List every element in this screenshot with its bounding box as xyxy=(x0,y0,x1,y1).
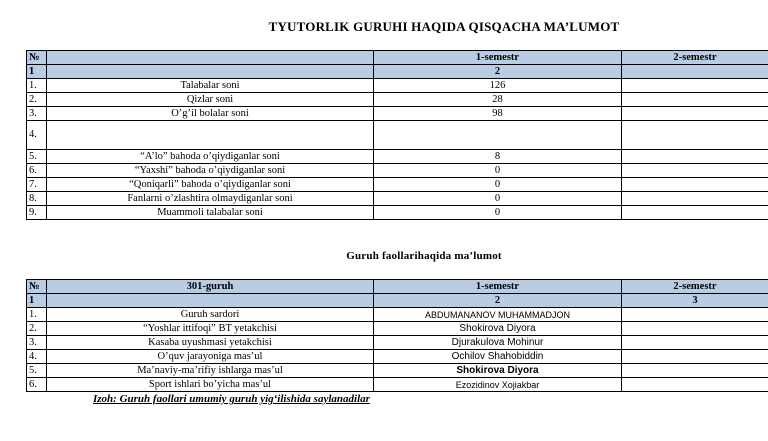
semester2-value xyxy=(622,178,768,192)
table-row xyxy=(27,79,768,93)
row-label: Qizlar soni xyxy=(47,93,374,107)
role-label: “Yoshlar ittifoqi” BT yetakchisi xyxy=(47,322,374,336)
table-row xyxy=(27,322,768,336)
semester1-value: 0 xyxy=(374,192,622,206)
index-cell: 2 xyxy=(374,65,622,79)
page-title: TYUTORLIK GURUHI HAQIDA QISQACHA MA’LUMOT xyxy=(268,19,620,34)
role-label: Sport ishlari bo’yicha mas’ul xyxy=(47,378,374,392)
semester1-value: 0 xyxy=(374,206,622,220)
row-label: “Yaxshi” bahoda o’qiydiganlar soni xyxy=(47,164,374,178)
header-cell: 2-semestr xyxy=(622,51,768,65)
row-number: 8. xyxy=(27,192,47,206)
semester2-value xyxy=(622,308,768,322)
role-label: Ma’naviy-ma’rifiy ishlarga mas’ul xyxy=(47,364,374,378)
semester2-value xyxy=(622,350,768,364)
semester1-value: 0 xyxy=(374,178,622,192)
index-cell: 3 xyxy=(622,294,768,308)
person-name: Ochilov Shahobiddin xyxy=(374,350,622,364)
semester1-value: 28 xyxy=(374,93,622,107)
table-header-row xyxy=(27,280,768,294)
person-name: Djurakulova Mohinur xyxy=(374,336,622,350)
row-label xyxy=(47,121,374,150)
row-number: 1. xyxy=(27,308,47,322)
semester2-value xyxy=(622,364,768,378)
person-name: Shokirova Diyora xyxy=(374,364,622,378)
table-row xyxy=(27,121,768,150)
table-row xyxy=(27,150,768,164)
index-cell: 1 xyxy=(27,294,47,308)
semester1-value: 0 xyxy=(374,164,622,178)
row-label: “Qoniqarli” bahoda o’qiydiganlar soni xyxy=(47,178,374,192)
group-summary-table xyxy=(26,50,768,220)
index-cell xyxy=(47,65,374,79)
table-row xyxy=(27,107,768,121)
row-number: 5. xyxy=(27,150,47,164)
header-cell: № xyxy=(27,51,47,65)
header-cell: 2-semestr xyxy=(622,280,768,294)
semester2-value xyxy=(622,164,768,178)
footnote: Izoh: Guruh faollari umumiy guruh yig‘ilishida saylanadilar xyxy=(93,393,370,405)
index-cell xyxy=(47,294,374,308)
table-row xyxy=(27,364,768,378)
row-number: 4. xyxy=(27,350,47,364)
index-cell xyxy=(622,65,768,79)
semester2-value xyxy=(622,322,768,336)
semester2-value xyxy=(622,150,768,164)
semester1-value: 126 xyxy=(374,79,622,93)
table-index-row xyxy=(27,65,768,79)
row-number: 5. xyxy=(27,364,47,378)
table-index-row xyxy=(27,294,768,308)
table-row xyxy=(27,164,768,178)
table-row xyxy=(27,378,768,392)
semester2-value xyxy=(622,79,768,93)
header-cell: 301-guruh xyxy=(47,280,374,294)
header-cell: № xyxy=(27,280,47,294)
row-number: 4. xyxy=(27,121,47,150)
semester2-value xyxy=(622,93,768,107)
table-row xyxy=(27,336,768,350)
role-label: Kasaba uyushmasi yetakchisi xyxy=(47,336,374,350)
row-number: 9. xyxy=(27,206,47,220)
semester1-value xyxy=(374,121,622,150)
index-cell: 2 xyxy=(374,294,622,308)
table-row xyxy=(27,308,768,322)
index-cell: 1 xyxy=(27,65,47,79)
role-label: O’quv jarayoniga mas’ul xyxy=(47,350,374,364)
row-number: 6. xyxy=(27,378,47,392)
semester2-value xyxy=(622,192,768,206)
semester2-value xyxy=(622,121,768,150)
header-cell: 1-semestr xyxy=(374,51,622,65)
table-row xyxy=(27,206,768,220)
table-row xyxy=(27,192,768,206)
row-label: Talabalar soni xyxy=(47,79,374,93)
header-cell: 1-semestr xyxy=(374,280,622,294)
row-number: 1. xyxy=(27,79,47,93)
table-row xyxy=(27,178,768,192)
table-header-row xyxy=(27,51,768,65)
row-number: 3. xyxy=(27,336,47,350)
header-cell xyxy=(47,51,374,65)
semester2-value xyxy=(622,378,768,392)
person-name: ABDUMANANOV MUHAMMADJON xyxy=(374,308,622,322)
row-label: O’g’il bolalar soni xyxy=(47,107,374,121)
semester2-value xyxy=(622,206,768,220)
person-name: Ezozidinov Xojiakbar xyxy=(374,378,622,392)
group-activists-table xyxy=(26,279,768,392)
row-number: 7. xyxy=(27,178,47,192)
person-name: Shokirova Diyora xyxy=(374,322,622,336)
semester1-value: 98 xyxy=(374,107,622,121)
row-label: Muammoli talabalar soni xyxy=(47,206,374,220)
semester1-value: 8 xyxy=(374,150,622,164)
semester2-value xyxy=(622,336,768,350)
row-number: 3. xyxy=(27,107,47,121)
table-row xyxy=(27,350,768,364)
row-number: 2. xyxy=(27,93,47,107)
semester2-value xyxy=(622,107,768,121)
row-label: “A’lo” bahoda o’qiydiganlar soni xyxy=(47,150,374,164)
role-label: Guruh sardori xyxy=(47,308,374,322)
section-subtitle: Guruh faollarihaqida ma’lumot xyxy=(346,250,502,262)
table-row xyxy=(27,93,768,107)
row-label: Fanlarni o’zlashtira olmaydiganlar soni xyxy=(47,192,374,206)
row-number: 6. xyxy=(27,164,47,178)
row-number: 2. xyxy=(27,322,47,336)
